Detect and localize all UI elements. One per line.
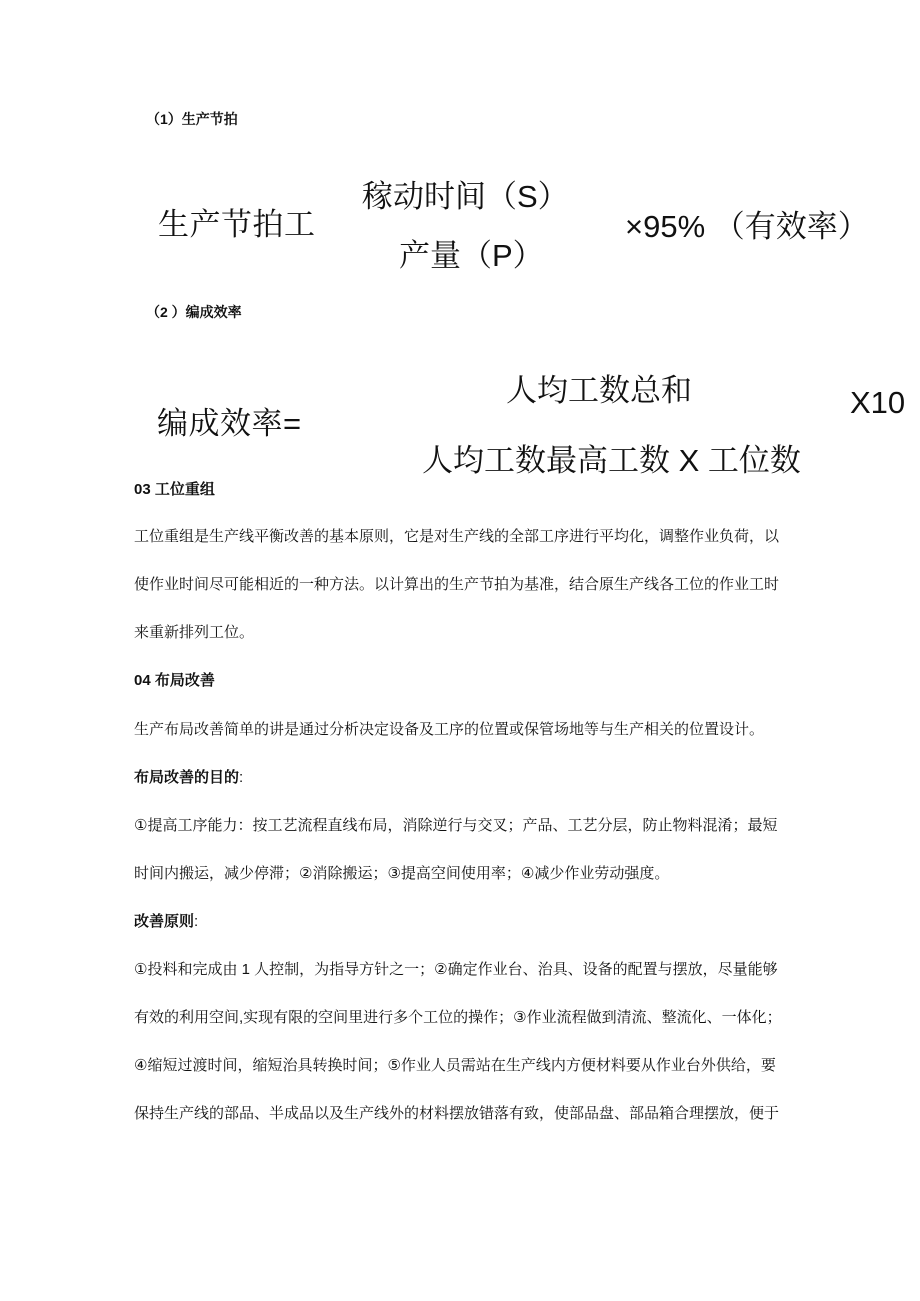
efficiency-formula-numerator: 人均工数总和 — [506, 373, 692, 408]
principle-label-row — [134, 910, 198, 934]
takt-formula-multiplier: ×95% （有效率） — [625, 209, 869, 244]
purpose-label: 布局改善的目的 — [134, 769, 240, 786]
section-1-heading: （1）生产节拍 — [146, 111, 238, 127]
principle-line-4: 保持生产线的部品、半成品以及生产线外的材料摆放错落有致，使部品盘、部品箱合理摆放，便于 — [134, 1105, 780, 1122]
efficiency-formula-denominator-clip — [410, 430, 810, 478]
principle-colon: : — [194, 913, 199, 930]
principle-line-3: ④缩短过渡时间，缩短治具转换时间；⑤作业人员需站在生产线内方便材料要从作业台外供给，要 — [134, 1057, 776, 1074]
principle-line-2: 有效的利用空间,实现有限的空间里进行多个工位的操作；③作业流程做到清流、整流化、一体化； — [134, 1009, 782, 1026]
takt-formula-lhs: 生产节拍工 — [158, 207, 316, 242]
purpose-label-row — [134, 766, 243, 790]
efficiency-formula-lhs: 编成效率= — [157, 406, 302, 441]
section-3-heading: 03 工位重组 — [134, 481, 215, 498]
section-3-line-3: 来重新排列工位。 — [134, 624, 255, 641]
principle-line-1: ①投料和完成由 1 人控制，为指导方针之一；②确定作业台、治具、设备的配置与摆放，尽量能够 — [134, 961, 778, 978]
takt-formula-numerator: 稼动时间（S） — [362, 179, 569, 214]
section-2-heading: （2 ）编成效率 — [146, 304, 242, 320]
takt-formula-denominator: 产量（P） — [399, 238, 544, 273]
purpose-colon: : — [239, 769, 244, 786]
section-4-intro: 生产布局改善简单的讲是通过分析决定设备及工序的位置或保管场地等与生产相关的位置设计。 — [134, 721, 765, 738]
principle-label: 改善原则 — [134, 913, 195, 930]
section-3-line-1: 工位重组是生产线平衡改善的基本原则，它是对生产线的全部工序进行平均化，调整作业负荷，以 — [134, 528, 780, 545]
purpose-line-2: 时间内搬运，减少停滞；②消除搬运；③提高空间使用率；④减少作业劳动强度。 — [134, 865, 670, 882]
purpose-line-1: ①提高工序能力：按工艺流程直线布局，消除逆行与交叉；产品、工艺分层，防止物料混淆；最短 — [134, 817, 778, 834]
efficiency-formula-multiplier: X10 — [850, 385, 906, 420]
section-3-line-2: 使作业时间尽可能相近的一种方法。以计算出的生产节拍为基准，结合原生产线各工位的作业工时 — [134, 576, 780, 593]
efficiency-formula-denominator: 人均工数最高工数 X 工位数 — [422, 443, 801, 478]
section-4-heading: 04 布局改善 — [134, 672, 215, 689]
